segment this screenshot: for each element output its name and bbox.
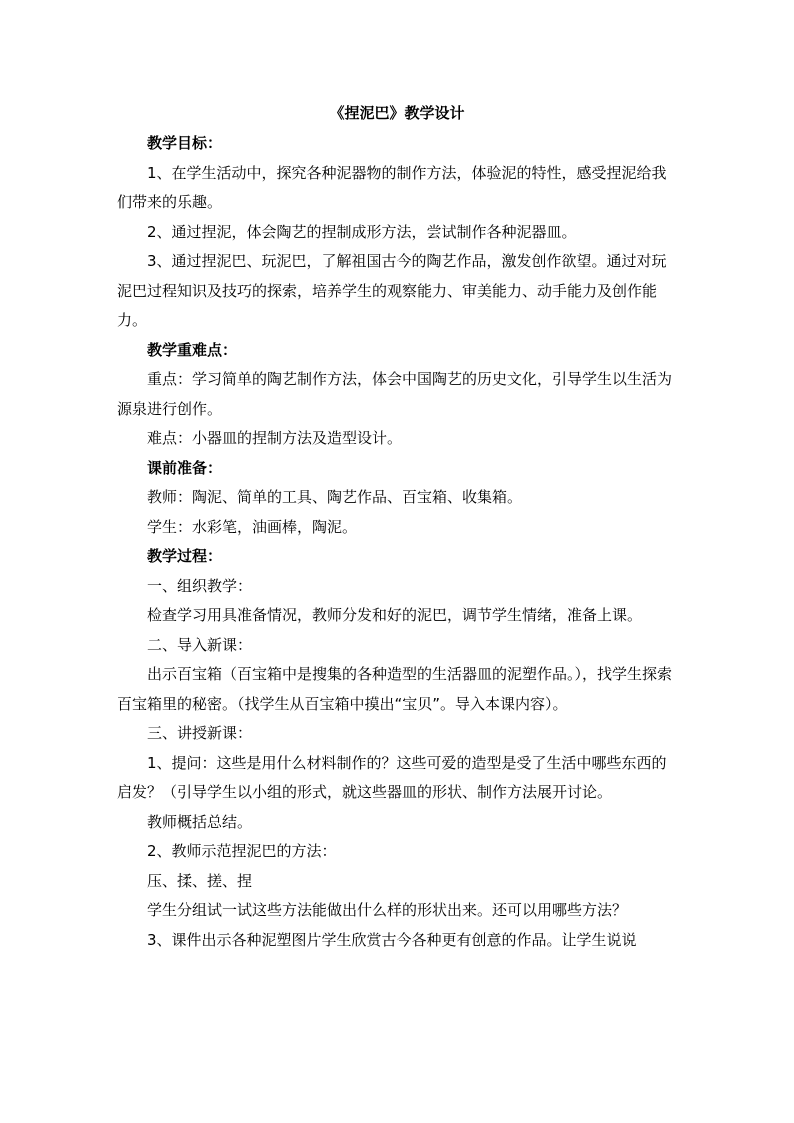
paragraph-goal-2: 2、通过捏泥，体会陶艺的捏制成形方法，尝试制作各种泥器皿。 xyxy=(147,222,577,241)
paragraph-step-3-courseware: 3、课件出示各种泥塑图片学生欣赏古今各种更有创意的作品。让学生说说 xyxy=(147,930,637,949)
section-heading-preparation: 课前准备： xyxy=(147,458,223,477)
document-body xyxy=(117,129,677,955)
paragraph-key-point: 重点：学习简单的陶艺制作方法，体会中国陶艺的历史文化，引导学生以生活为源泉进行创作。 xyxy=(117,370,673,418)
paragraph-step-3-group-try: 学生分组试一试这些方法能做出什么样的形状出来。还可以用哪些方法？ xyxy=(147,901,628,919)
paragraph-step-1-body: 检查学习用具准备情况，教师分发和好的泥巴，调节学生情绪，准备上课。 xyxy=(147,606,643,624)
document-page xyxy=(117,100,677,955)
paragraph-step-2-title: 二、导入新课： xyxy=(147,635,253,654)
section-heading-goals: 教学目标： xyxy=(147,134,223,152)
paragraph-step-1-title: 一、组织教学： xyxy=(147,576,253,595)
paragraph-step-3-techniques: 压、揉、搓、捏 xyxy=(147,871,253,890)
section-heading-key-points: 教学重难点： xyxy=(147,340,238,359)
paragraph-student-prep: 学生：水彩笔，油画棒，陶泥。 xyxy=(147,517,358,536)
paragraph-goal-1: 1、在学生活动中，探究各种泥器物的制作方法，体验泥的特性，感受捏泥给我们带来的乐趣。 xyxy=(117,163,667,211)
paragraph-step-3-demo: 2、教师示范捏泥巴的方法： xyxy=(147,842,337,860)
section-heading-process: 教学过程： xyxy=(147,547,223,565)
paragraph-step-3-summary: 教师概括总结。 xyxy=(147,812,253,831)
paragraph-goal-3: 3、通过捏泥巴、玩泥巴，了解祖国古今的陶艺作品，激发创作欲望。通过对玩泥巴过程知识及技巧的探索，培养学生的观察能力、审美能力、动手能力及创作能力。 xyxy=(117,252,667,329)
document-title: 《捏泥巴》教学设计 xyxy=(329,104,465,122)
paragraph-teacher-prep: 教师：陶泥、简单的工具、陶艺作品、百宝箱、收集箱。 xyxy=(147,488,523,506)
paragraph-step-3-title: 三、讲授新课： xyxy=(147,724,253,742)
paragraph-step-2-body: 出示百宝箱（百宝箱中是搜集的各种造型的生活器皿的泥塑作品。），找学生探索百宝箱里的秘密。（找学生从百宝箱中摸出“宝贝”。导入本课内容）。 xyxy=(117,665,673,713)
paragraph-difficulty: 难点：小器皿的捏制方法及造型设计。 xyxy=(147,429,403,447)
paragraph-step-3-question: 1、提问：这些是用什么材料制作的？这些可爱的造型是受了生活中哪些东西的启发？（引导学生以小组的形式，就这些器皿的形状、制作方法展开讨论。 xyxy=(117,753,667,801)
